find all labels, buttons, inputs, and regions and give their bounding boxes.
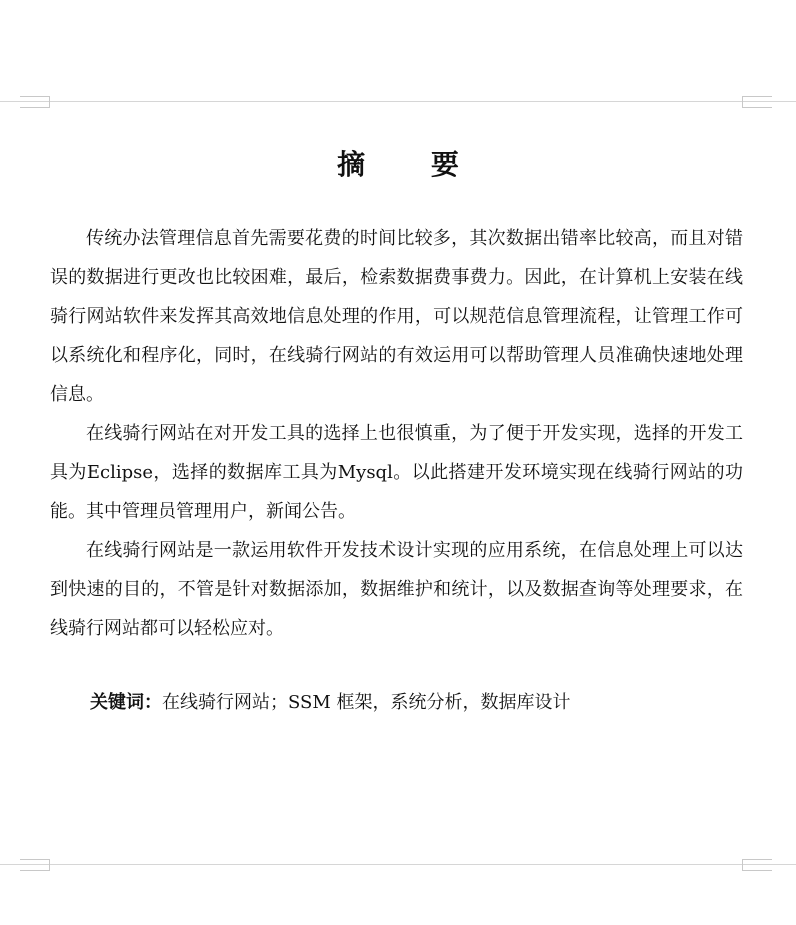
top-left-crop-mark [20,96,50,108]
keywords-line [90,683,740,722]
keywords-text: 在线骑行网站；SSM 框架，系统分析，数据库设计 [162,692,571,713]
bottom-margin-line [0,864,796,865]
top-right-crop-mark [742,96,772,108]
abstract-paragraph-2: 在线骑行网站在对开发工具的选择上也很慎重，为了便于开发实现，选择的开发工具为Eclipse，选择的数据库工具为Mysql。以此搭建开发环境实现在线骑行网站的功能。其中管理员管理用户，新闻公告。 [50,423,743,522]
abstract-body [50,219,743,648]
bottom-right-crop-mark [742,859,772,871]
keywords-label: 关键词： [90,692,162,713]
abstract-paragraph-3: 在线骑行网站是一款运用软件开发技术设计实现的应用系统，在信息处理上可以达到快速的目的，不管是针对数据添加，数据维护和统计，以及数据查询等处理要求，在线骑行网站都可以轻松应对。 [50,540,743,639]
page-title: 摘 要 [337,148,487,181]
top-margin-line [0,101,796,102]
abstract-paragraph-1: 传统办法管理信息首先需要花费的时间比较多，其次数据出错率比较高，而且对错误的数据进行更改也比较困难，最后，检索数据费事费力。因此，在计算机上安装在线骑行网站软件来发挥其高效地信息处理的作用，可以规范信息管理流程，让管理工作可以系统化和程序化，同时，在线骑行网站的有效运用可以帮助管理人员准确快速地处理信息。 [50,228,743,405]
bottom-left-crop-mark [20,859,50,871]
